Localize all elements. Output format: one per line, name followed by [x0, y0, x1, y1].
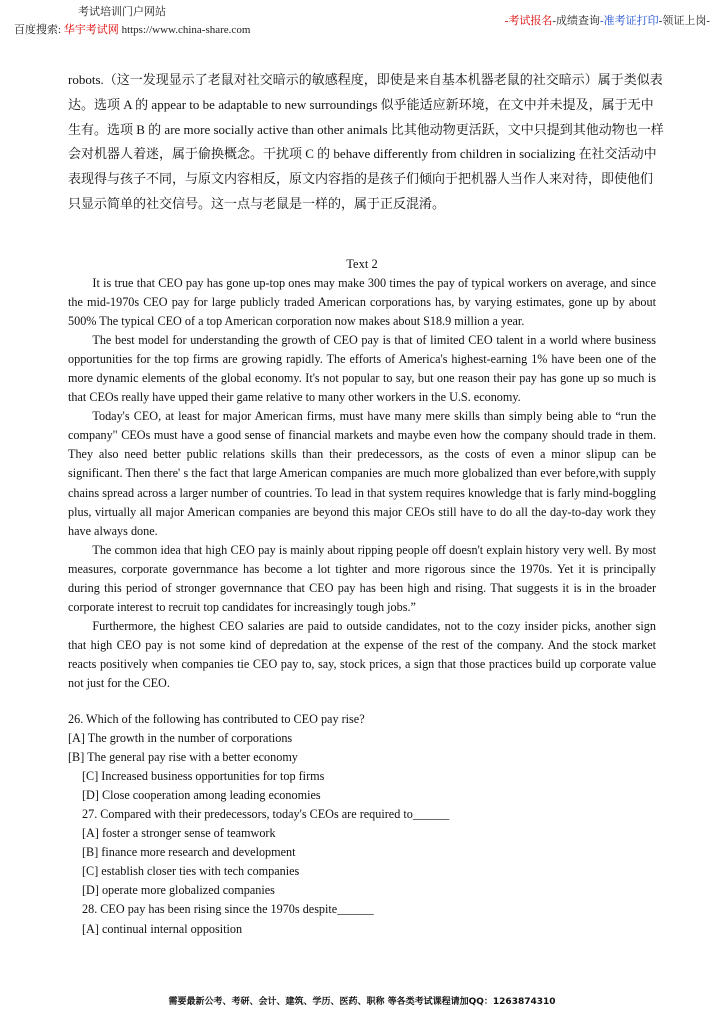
- link-license[interactable]: -领证上岗-: [658, 15, 710, 27]
- option-27b: [B] finance more research and development: [82, 845, 296, 860]
- text-title: Text 2: [346, 257, 378, 271]
- search-brand-link[interactable]: 华宇考试网: [63, 24, 119, 36]
- option-26c: [C] Increased business opportunities for top firms: [82, 769, 325, 784]
- analysis-line: 生有。选项 B 的 are more socially active than other animals 比其他动物更活跃，文中只提到其他动物也一样: [68, 121, 664, 137]
- question-26: 26. Which of the following has contributed to CEO pay rise?: [68, 712, 365, 726]
- question-27: 27. Compared with their predecessors, today's CEOs are required to______: [82, 807, 450, 822]
- link-exam-registration[interactable]: -考试报名: [504, 15, 553, 27]
- article-body: [68, 274, 656, 693]
- option-27a: [A] foster a stronger sense of teamwork: [82, 826, 276, 841]
- article-paragraph: Today's CEO, at least for major American firms, must have many mere skills than simply being able to “run the company" CEOs must have a good sense of financial markets and maybe even how the company should trade in them. They also need better public relations skills than their predecessors, as the costs of even a minor slipup can be significant. Then there' s the fact that large American companies are much more globalized than ever before,with supply chains spread across a larger number of countries. To lead in that system requires knowledge that is farly mind-boggling plus, virtually all major American companies are beyond this major CEOs still have to do all the day-to-day work they have always done.: [68, 409, 656, 538]
- header-links: [505, 12, 710, 28]
- footer-ad: 需要最新公考、考研、会计、建筑、学历、医药、职称 等各类考试课程请加QQ：1263874310: [168, 997, 556, 1007]
- analysis-line: 表现得与孩子不同，与原文内容相反，原文内容指的是孩子们倾向于把机器人当作人来对待，即使他们: [68, 171, 654, 187]
- article-paragraph: Furthermore, the highest CEO salaries are paid to outside candidates, not to the cozy insider picks, another sign that high CEO pay is not some kind of depredation at the expense of the rest of the company. And the stock market reacts positively when companies tie CEO pay to, say, stock prices, a sign that those practices build up corporate value not just for the CEO.: [68, 618, 656, 690]
- search-prefix: 百度搜索:: [14, 24, 62, 36]
- search-url-link[interactable]: https://www.china-share.com: [121, 24, 251, 36]
- question-28: 28. CEO pay has been rising since the 1970s despite______: [82, 902, 374, 917]
- link-score-query[interactable]: -成绩查询: [552, 15, 600, 27]
- article-paragraph: The common idea that high CEO pay is mainly about ripping people off doesn't explain history very well. By most measures, corporate governmance has become a lot tighter and more rigorous since the 1970s. Yet it is principally during this period of stronger governnance that CEO pay has been high and rising. That suggests it is in the broader corporate interest to recruit top candidates for increasingly tough jobs.”: [68, 542, 656, 614]
- article-paragraph: The best model for understanding the growth of CEO pay is that of limited CEO talent in a world where business opportunities for the top firms are growing rapidly. The efforts of America's highest-earning 1% have been one of the more dynamic elements of the global economy. It's not popular to say, but one reason their pay has gone up so much is that CEOs really have upped their game relative to many other workers in the U.S. economy.: [68, 333, 656, 405]
- option-26d: [D] Close cooperation among leading economies: [82, 788, 321, 803]
- link-admission-ticket[interactable]: -准考证打印: [600, 15, 659, 27]
- option-27d: [D] operate more globalized companies: [82, 883, 275, 898]
- analysis-line: 会对机器人着迷，属于偷换概念。干扰项 C 的 behave differently from children in socializing 在社交活动中: [68, 146, 657, 162]
- option-26b: [B] The general pay rise with a better economy: [68, 750, 298, 765]
- site-name: 考试培训门户网站: [78, 6, 166, 18]
- option-27c: [C] establish closer ties with tech companies: [82, 864, 300, 879]
- search-hint: [14, 21, 250, 37]
- analysis-line: 只显示简单的社交信号。这一点与老鼠是一样的，属于正反混淆。: [68, 195, 446, 211]
- analysis-line: robots.（这一发现显示了老鼠对社交暗示的敏感程度，即使是来自基本机器老鼠的社交暗示）属于类似表: [68, 72, 663, 87]
- option-28a: [A] continual internal opposition: [82, 921, 243, 936]
- article-paragraph: It is true that CEO pay has gone up-top ones may make 300 times the pay of typical workers on average, and since the mid-1970s CEO pay for large publicly traded American corporations has, by varying estimates, gone up by about 500% The typical CEO of a top American corporation now makes about S18.9 million a year.: [68, 276, 656, 329]
- option-26a: [A] The growth in the number of corporations: [68, 731, 293, 746]
- analysis-line: 达。选项 A 的 appear to be adaptable to new surroundings 似乎能适应新环境，在文中并未提及，属于无中: [68, 96, 654, 112]
- chinese-analysis: [68, 68, 664, 217]
- questions: [68, 710, 658, 939]
